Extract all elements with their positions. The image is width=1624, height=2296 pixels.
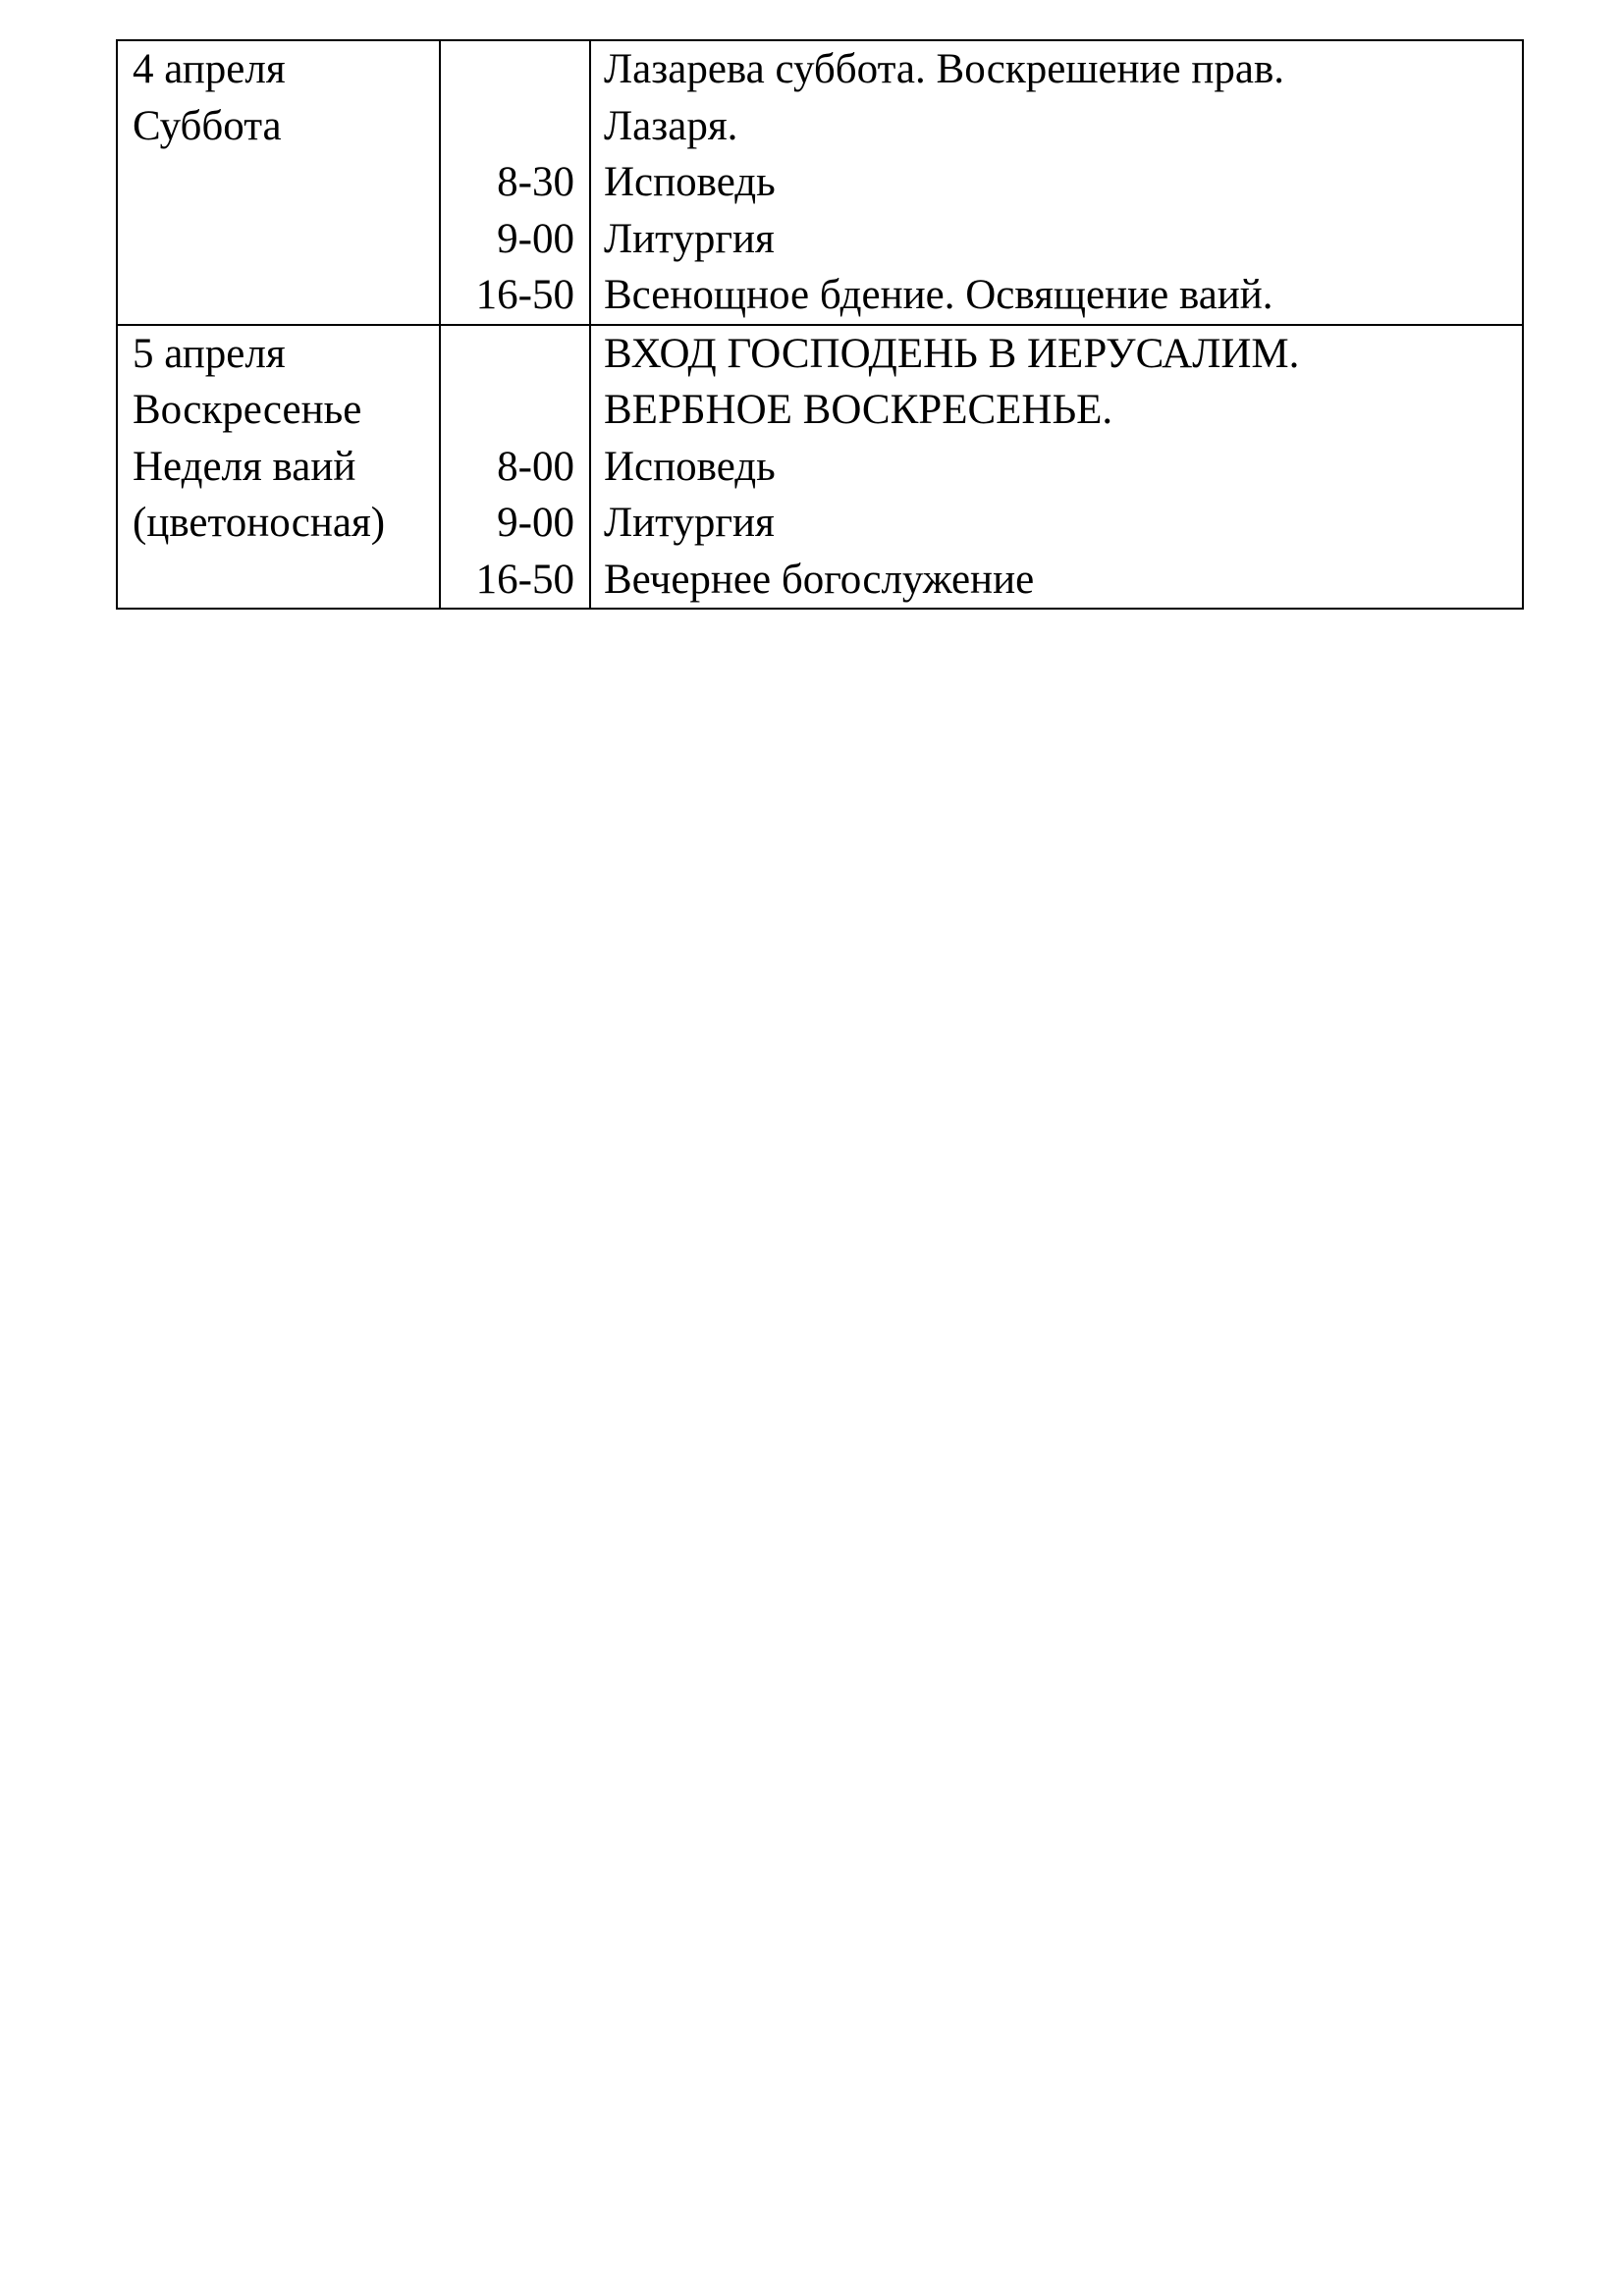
service-line: Исповедь — [604, 443, 776, 490]
time-line: 16-50 — [475, 272, 574, 318]
date-cell — [117, 325, 440, 610]
weekday-line: Воскресенье — [133, 387, 362, 433]
time-cell — [440, 40, 590, 325]
time-cell — [440, 325, 590, 610]
service-cell — [590, 325, 1523, 610]
service-line: Литургия — [604, 500, 775, 546]
time-line: 9-00 — [497, 500, 574, 546]
service-line: Лазаря. — [604, 102, 738, 149]
service-line: ВХОД ГОСПОДЕНЬ В ИЕРУСАЛИМ. — [604, 330, 1300, 377]
date-cell — [117, 40, 440, 325]
time-line: 9-00 — [497, 215, 574, 262]
service-line: Всенощное бдение. Освящение ваий. — [604, 272, 1273, 318]
time-line — [441, 382, 589, 439]
service-line: Вечернее богослужение — [604, 556, 1035, 603]
time-line: 16-50 — [475, 556, 574, 603]
date-line: 4 апреля — [133, 46, 286, 92]
time-line — [441, 98, 589, 155]
service-cell — [590, 40, 1523, 325]
time-line: 8-30 — [497, 159, 574, 205]
weekday-line: Суббота — [133, 102, 282, 149]
date-line: 5 апреля — [133, 330, 286, 377]
feast-name-line: (цветоносная) — [133, 500, 386, 546]
time-line: 8-00 — [497, 443, 574, 490]
feast-name-line: Неделя ваий — [133, 443, 356, 490]
time-line — [441, 41, 589, 98]
schedule-row-day — [117, 40, 1523, 325]
time-line — [441, 326, 589, 383]
service-line: Исповедь — [604, 159, 776, 205]
service-line: ВЕРБНОЕ ВОСКРЕСЕНЬЕ. — [604, 387, 1113, 433]
service-line: Литургия — [604, 215, 775, 262]
service-line: Лазарева суббота. Воскрешение прав. — [604, 46, 1285, 92]
service-schedule-table — [116, 39, 1524, 610]
schedule-row-day — [117, 325, 1523, 610]
